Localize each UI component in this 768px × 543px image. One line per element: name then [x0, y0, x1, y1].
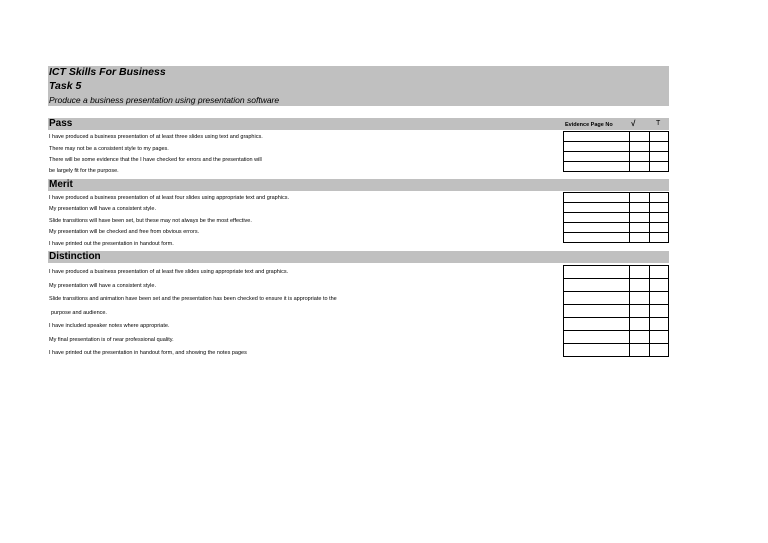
evidence-cell[interactable] — [564, 152, 630, 162]
evidence-cell[interactable] — [564, 344, 630, 357]
pass-criterion-3-cont: be largely fit for the purpose. — [49, 168, 119, 174]
t-cell[interactable] — [650, 203, 669, 213]
distinction-criterion-6: I have printed out the presentation in handout form, and showing the notes pages — [49, 350, 247, 356]
t-column-header: T — [656, 120, 661, 127]
merit-criterion-1: I have produced a business presentation of at least four slides using appropriate text and graphics. — [49, 195, 290, 201]
task-label: Task 5 — [49, 80, 82, 92]
distinction-criterion-3-cont: purpose and audience. — [51, 310, 107, 316]
t-cell[interactable] — [650, 132, 669, 142]
merit-band — [48, 179, 669, 191]
t-cell[interactable] — [650, 233, 669, 243]
merit-criterion-4: My presentation will be checked and free from obvious errors. — [49, 229, 200, 235]
evidence-cell[interactable] — [564, 292, 630, 305]
evidence-cell[interactable] — [564, 132, 630, 142]
tick-cell[interactable] — [630, 162, 650, 172]
t-cell[interactable] — [650, 331, 669, 344]
t-cell[interactable] — [650, 142, 669, 152]
t-cell[interactable] — [650, 292, 669, 305]
distinction-heading: Distinction — [49, 251, 101, 262]
t-cell[interactable] — [650, 318, 669, 331]
tick-cell[interactable] — [630, 331, 650, 344]
t-cell[interactable] — [650, 193, 669, 203]
tick-cell[interactable] — [630, 266, 650, 279]
distinction-band — [48, 251, 669, 263]
distinction-criterion-3: Slide transitions and animation have been set and the presentation has been checked to ensure it is appropriate to the — [49, 296, 337, 302]
task-description: Produce a business presentation using presentation software — [49, 95, 280, 105]
t-cell[interactable] — [650, 152, 669, 162]
merit-heading: Merit — [49, 179, 73, 190]
merit-criterion-3: Slide transitions will have been set, but these may not always be the most effective. — [49, 218, 252, 224]
evidence-cell[interactable] — [564, 142, 630, 152]
tick-cell[interactable] — [630, 233, 650, 243]
pass-criterion-2: There may not be a consistent style to my pages. — [49, 146, 169, 152]
pass-criterion-1: I have produced a business presentation of at least three slides using text and graphics. — [49, 134, 263, 140]
tick-cell[interactable] — [630, 292, 650, 305]
evidence-cell[interactable] — [564, 223, 630, 233]
merit-criterion-2: My presentation will have a consistent style. — [49, 206, 156, 212]
pass-criterion-3: There will be some evidence that the I have checked for errors and the presentation will — [49, 157, 262, 163]
tick-cell[interactable] — [630, 213, 650, 223]
evidence-cell[interactable] — [564, 318, 630, 331]
tick-cell[interactable] — [630, 132, 650, 142]
merit-criterion-5: I have printed out the presentation in handout form. — [49, 241, 174, 247]
evidence-cell[interactable] — [564, 213, 630, 223]
tick-column-header: √ — [631, 119, 636, 128]
evidence-cell[interactable] — [564, 162, 630, 172]
tick-cell[interactable] — [630, 152, 650, 162]
t-cell[interactable] — [650, 223, 669, 233]
t-cell[interactable] — [650, 344, 669, 357]
evidence-cell[interactable] — [564, 193, 630, 203]
tick-cell[interactable] — [630, 203, 650, 213]
tick-cell[interactable] — [630, 318, 650, 331]
evidence-cell[interactable] — [564, 266, 630, 279]
tick-cell[interactable] — [630, 223, 650, 233]
distinction-criterion-4: I have included speaker notes where appropriate. — [49, 323, 170, 329]
evidence-cell[interactable] — [564, 203, 630, 213]
distinction-evidence-grid — [563, 265, 669, 357]
tick-cell[interactable] — [630, 193, 650, 203]
tick-cell[interactable] — [630, 305, 650, 318]
document-title: ICT Skills For Business — [49, 66, 166, 78]
tick-cell[interactable] — [630, 142, 650, 152]
t-cell[interactable] — [650, 266, 669, 279]
evidence-cell[interactable] — [564, 233, 630, 243]
evidence-page-header: Evidence Page No — [565, 122, 613, 128]
distinction-criterion-5: My final presentation is of near professional quality. — [49, 337, 174, 343]
evidence-cell[interactable] — [564, 305, 630, 318]
tick-cell[interactable] — [630, 279, 650, 292]
evidence-cell[interactable] — [564, 331, 630, 344]
t-cell[interactable] — [650, 305, 669, 318]
pass-evidence-grid — [563, 131, 669, 172]
t-cell[interactable] — [650, 213, 669, 223]
distinction-criterion-2: My presentation will have a consistent style. — [49, 283, 156, 289]
distinction-criterion-1: I have produced a business presentation of at least five slides using appropriate text and graphics. — [49, 269, 289, 275]
pass-heading: Pass — [49, 118, 73, 129]
merit-evidence-grid — [563, 192, 669, 243]
evidence-cell[interactable] — [564, 279, 630, 292]
tick-cell[interactable] — [630, 344, 650, 357]
t-cell[interactable] — [650, 162, 669, 172]
t-cell[interactable] — [650, 279, 669, 292]
